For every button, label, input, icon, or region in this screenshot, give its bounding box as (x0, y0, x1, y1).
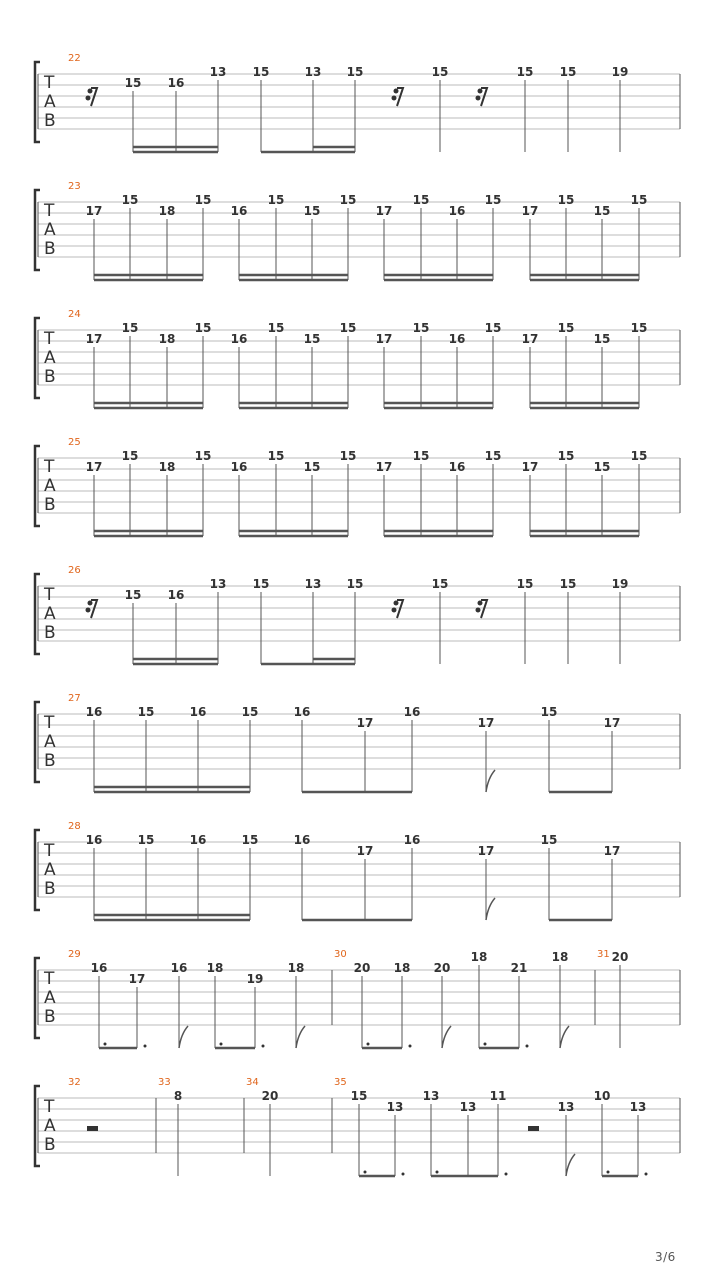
fret-number: 15 (516, 577, 534, 591)
fret-number: 15 (339, 449, 357, 463)
fret-number: 15 (484, 193, 502, 207)
dot (505, 1173, 508, 1176)
fret-number: 15 (241, 705, 259, 719)
rest-dot (476, 96, 481, 101)
fret-number: 13 (386, 1100, 404, 1114)
fret-number: 15 (303, 460, 321, 474)
fret-number: 15 (339, 321, 357, 335)
fret-number: 15 (559, 65, 577, 79)
fret-number: 15 (124, 76, 142, 90)
fret-number: 16 (167, 76, 185, 90)
fret-number: 19 (611, 65, 629, 79)
tab-clef-letter: A (44, 348, 56, 368)
rest-dot (478, 601, 483, 606)
fret-number: 15 (630, 193, 648, 207)
tab-clef-letter: A (44, 604, 56, 624)
fret-number: 15 (484, 321, 502, 335)
tab-clef-letter: B (44, 367, 56, 387)
fret-number: 20 (433, 961, 451, 975)
measure-number: 35 (334, 1077, 347, 1088)
fret-number: 18 (206, 961, 224, 975)
fret-number: 21 (510, 961, 528, 975)
dot (409, 1045, 412, 1048)
fret-number: 18 (158, 460, 176, 474)
measure-number: 24 (68, 309, 81, 320)
measure-number: 26 (68, 565, 81, 576)
fret-number: 15 (540, 833, 558, 847)
tab-clef-letter: T (44, 713, 55, 733)
fret-number: 18 (158, 332, 176, 346)
fret-number: 16 (293, 833, 311, 847)
fret-number: 15 (339, 193, 357, 207)
fret-number: 17 (128, 972, 146, 986)
tab-clef-letter: B (44, 623, 56, 643)
tab-clef-letter: T (44, 201, 55, 221)
rest-dot (478, 89, 483, 94)
fret-number: 15 (540, 705, 558, 719)
fret-number: 16 (293, 705, 311, 719)
page-number: 3/6 (655, 1250, 676, 1264)
dot (367, 1043, 370, 1046)
fret-number: 16 (230, 460, 248, 474)
fret-number: 16 (189, 833, 207, 847)
fret-number: 18 (287, 961, 305, 975)
fret-number: 15 (121, 449, 139, 463)
dot (645, 1173, 648, 1176)
fret-number: 16 (85, 705, 103, 719)
rest-dot (88, 601, 93, 606)
measure-number: 32 (68, 1077, 81, 1088)
note-flag (296, 1026, 305, 1048)
fret-number: 16 (448, 332, 466, 346)
tab-clef-letter: B (44, 1007, 56, 1027)
tab-clef-letter: T (44, 457, 55, 477)
tab-clef-letter: A (44, 988, 56, 1008)
fret-number: 17 (85, 204, 103, 218)
fret-number: 17 (477, 716, 495, 730)
dot (607, 1171, 610, 1174)
fret-number: 16 (85, 833, 103, 847)
measure-number: 22 (68, 53, 81, 64)
tab-clef-letter: T (44, 73, 55, 93)
dot (262, 1045, 265, 1048)
fret-number: 15 (593, 204, 611, 218)
rest-dot (86, 96, 91, 101)
fret-number: 17 (521, 204, 539, 218)
fret-number: 16 (90, 961, 108, 975)
fret-number: 13 (209, 65, 227, 79)
half-rest (528, 1126, 539, 1131)
fret-number: 15 (194, 193, 212, 207)
tab-clef-letter: B (44, 879, 56, 899)
fret-number: 18 (551, 950, 569, 964)
fret-number: 10 (593, 1089, 611, 1103)
tab-clef-letter: B (44, 111, 56, 131)
fret-number: 17 (477, 844, 495, 858)
fret-number: 15 (137, 833, 155, 847)
rest-dot (392, 608, 397, 613)
fret-number: 15 (350, 1089, 368, 1103)
measure-number: 34 (246, 1077, 259, 1088)
fret-number: 15 (303, 332, 321, 346)
fret-number: 15 (557, 193, 575, 207)
fret-number: 16 (448, 460, 466, 474)
fret-number: 15 (241, 833, 259, 847)
fret-number: 16 (230, 332, 248, 346)
fret-number: 13 (629, 1100, 647, 1114)
fret-number: 16 (189, 705, 207, 719)
note-flag (442, 1026, 451, 1048)
fret-number: 15 (557, 321, 575, 335)
fret-number: 15 (484, 449, 502, 463)
fret-number: 15 (431, 577, 449, 591)
rest-dot (392, 96, 397, 101)
fret-number: 15 (267, 449, 285, 463)
note-flag (560, 1026, 569, 1048)
fret-number: 15 (303, 204, 321, 218)
fret-number: 8 (173, 1089, 183, 1103)
rest-dot (86, 608, 91, 613)
fret-number: 13 (422, 1089, 440, 1103)
fret-number: 15 (252, 65, 270, 79)
fret-number: 13 (209, 577, 227, 591)
note-flag (566, 1154, 575, 1176)
tab-clef-letter: T (44, 969, 55, 989)
tab-clef-letter: A (44, 220, 56, 240)
half-rest (87, 1126, 98, 1131)
fret-number: 17 (521, 332, 539, 346)
measure-number: 29 (68, 949, 81, 960)
fret-number: 15 (121, 321, 139, 335)
fret-number: 15 (516, 65, 534, 79)
fret-number: 13 (304, 577, 322, 591)
dot (220, 1043, 223, 1046)
fret-number: 17 (375, 204, 393, 218)
fret-number: 15 (412, 193, 430, 207)
measure-number: 25 (68, 437, 81, 448)
dot (144, 1045, 147, 1048)
fret-number: 11 (489, 1089, 507, 1103)
tab-clef-letter: A (44, 732, 56, 752)
measure-number: 23 (68, 181, 81, 192)
dot (484, 1043, 487, 1046)
fret-number: 15 (267, 321, 285, 335)
tab-clef-letter: T (44, 585, 55, 605)
fret-number: 16 (403, 833, 421, 847)
rest-dot (394, 89, 399, 94)
fret-number: 15 (559, 577, 577, 591)
fret-number: 20 (261, 1089, 279, 1103)
tab-clef-letter: A (44, 92, 56, 112)
fret-number: 19 (611, 577, 629, 591)
fret-number: 15 (412, 449, 430, 463)
fret-number: 17 (375, 332, 393, 346)
fret-number: 15 (593, 460, 611, 474)
fret-number: 17 (356, 844, 374, 858)
fret-number: 17 (375, 460, 393, 474)
fret-number: 18 (470, 950, 488, 964)
fret-number: 15 (267, 193, 285, 207)
fret-number: 15 (593, 332, 611, 346)
fret-number: 16 (230, 204, 248, 218)
tab-clef-letter: A (44, 860, 56, 880)
fret-number: 16 (170, 961, 188, 975)
fret-number: 15 (194, 449, 212, 463)
tab-clef-letter: T (44, 841, 55, 861)
dot (436, 1171, 439, 1174)
tab-clef-letter: A (44, 476, 56, 496)
fret-number: 17 (603, 844, 621, 858)
measure-number: 33 (158, 1077, 171, 1088)
fret-number: 13 (304, 65, 322, 79)
tab-clef-letter: T (44, 1097, 55, 1117)
tab-clef-letter: B (44, 751, 56, 771)
tab-clef-letter: B (44, 495, 56, 515)
fret-number: 18 (158, 204, 176, 218)
tab-clef-letter: B (44, 239, 56, 259)
fret-number: 15 (557, 449, 575, 463)
fret-number: 15 (412, 321, 430, 335)
measure-number: 28 (68, 821, 81, 832)
fret-number: 15 (121, 193, 139, 207)
fret-number: 15 (252, 577, 270, 591)
tab-clef-letter: A (44, 1116, 56, 1136)
dot (402, 1173, 405, 1176)
rest-dot (394, 601, 399, 606)
fret-number: 15 (346, 577, 364, 591)
dot (104, 1043, 107, 1046)
measure-number: 30 (334, 949, 347, 960)
fret-number: 15 (630, 321, 648, 335)
fret-number: 16 (448, 204, 466, 218)
fret-number: 17 (521, 460, 539, 474)
fret-number: 20 (353, 961, 371, 975)
fret-number: 15 (194, 321, 212, 335)
measure-number: 27 (68, 693, 81, 704)
tab-clef-letter: T (44, 329, 55, 349)
fret-number: 15 (137, 705, 155, 719)
dot (364, 1171, 367, 1174)
tab-clef-letter: B (44, 1135, 56, 1155)
fret-number: 15 (346, 65, 364, 79)
note-flag (486, 770, 495, 792)
fret-number: 20 (611, 950, 629, 964)
note-flag (179, 1026, 188, 1048)
fret-number: 15 (124, 588, 142, 602)
fret-number: 19 (246, 972, 264, 986)
fret-number: 17 (603, 716, 621, 730)
fret-number: 13 (557, 1100, 575, 1114)
fret-number: 17 (85, 460, 103, 474)
rest-dot (476, 608, 481, 613)
fret-number: 15 (431, 65, 449, 79)
fret-number: 17 (85, 332, 103, 346)
fret-number: 16 (167, 588, 185, 602)
measure-number: 31 (597, 949, 610, 960)
note-flag (486, 898, 495, 920)
fret-number: 17 (356, 716, 374, 730)
rest-dot (88, 89, 93, 94)
fret-number: 15 (630, 449, 648, 463)
fret-number: 13 (459, 1100, 477, 1114)
fret-number: 16 (403, 705, 421, 719)
fret-number: 18 (393, 961, 411, 975)
dot (526, 1045, 529, 1048)
